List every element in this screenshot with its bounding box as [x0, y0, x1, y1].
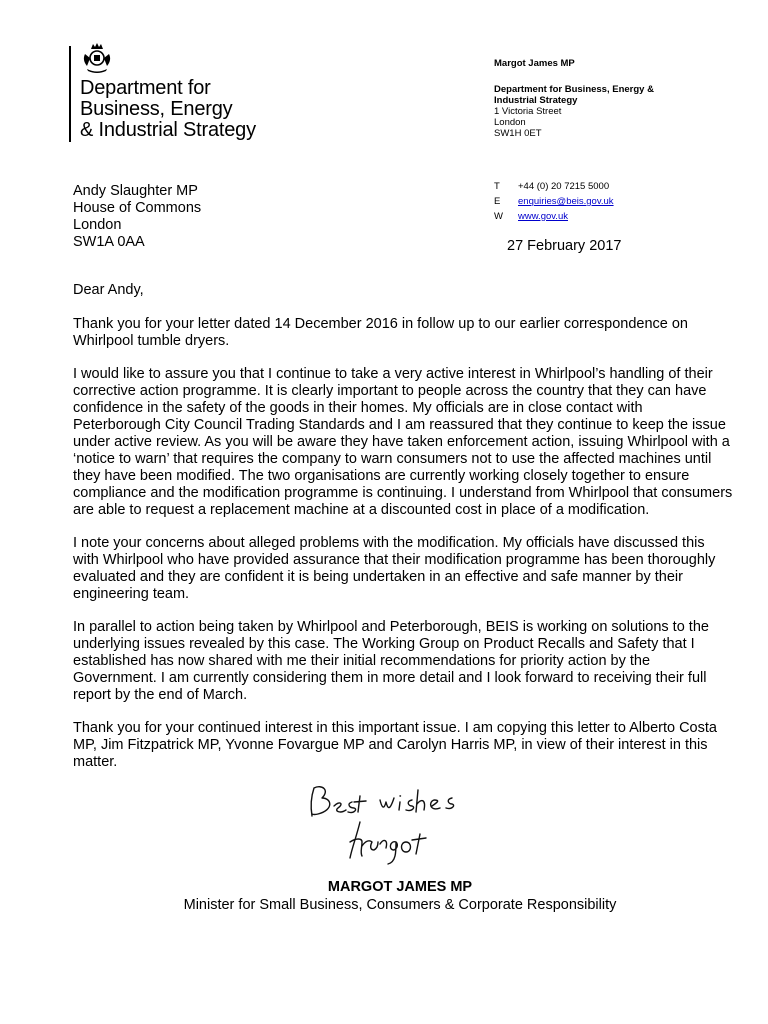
logo-divider: [69, 46, 71, 142]
recipient-line: Andy Slaughter MP: [73, 183, 198, 199]
letter-date: 27 February 2017: [507, 238, 622, 254]
department-line: Department for: [80, 77, 211, 99]
department-line: & Industrial Strategy: [80, 119, 256, 141]
letter-body: [73, 282, 733, 787]
contact-email-row: [494, 194, 614, 209]
department-line: Business, Energy: [80, 98, 233, 120]
recipient-line: House of Commons: [73, 200, 202, 216]
web-label: W: [494, 211, 503, 222]
recipient-address: [73, 183, 201, 251]
sender-org-line: Industrial Strategy: [494, 95, 578, 106]
signoff-name: MARGOT JAMES MP: [327, 879, 473, 895]
paragraph: In parallel to action being taken by Whirlpool and Peterborough, BEIS is working on solutions to the underlying issues revealed by this case. The Working Group on Product Recalls and Safety that I established has now shared with me their initial recommendations for priority action by the Government. I am currently considering them in more detail and I look forward to receiving their full report by the end of March.: [73, 619, 709, 703]
handwritten-signature: [300, 782, 500, 872]
paragraph: I would like to assure you that I continue to take a very active interest in Whirlpool’s handling of their corrective action programme. It is clearly important to people across the country that they can have confidence in the safety of the goods in their homes. My officials are in close contact with Peterborough City Council Trading Standards and I am reassured that they continue to keep the issue under active review. As you will be aware they have taken enforcement action, issuing Whirlpool with a ‘notice to warn’ that requires the company to warn consumers not to use the affected machines until they have been modified. The two organisations are currently working closely together to ensure compliance and the modification programme is continuing. I understand from Whirlpool that consumers are able to request a replacement machine at a discounted cost in place of a modification.: [73, 366, 733, 518]
sender-address: [494, 58, 654, 139]
contact-phone-row: [494, 179, 614, 194]
recipient-line: London: [73, 217, 122, 233]
contact-details: [494, 179, 614, 224]
signoff-block: [120, 878, 680, 914]
sender-org-line: Department for Business, Energy &: [494, 84, 654, 95]
paragraph: Thank you for your continued interest in this important issue. I am copying this letter to Alberto Costa MP, Jim Fitzpatrick MP, Yvonne Fovargue MP and Carolyn Harris MP, in view of their interest in this matter.: [73, 720, 717, 770]
recipient-line: SW1A 0AA: [73, 234, 145, 250]
paragraph: Thank you for your letter dated 14 December 2016 in follow up to our earlier correspondence on Whirlpool tumble dryers.: [73, 316, 688, 349]
department-logo-text: [80, 78, 256, 141]
website-link[interactable]: www.gov.uk: [518, 211, 568, 222]
sender-address-line: London: [494, 117, 526, 128]
contact-web-row: [494, 209, 614, 224]
phone-label: T: [494, 181, 500, 192]
signoff-title: Minister for Small Business, Consumers & Corporate Responsibility: [183, 897, 617, 913]
phone-number: +44 (0) 20 7215 5000: [518, 181, 610, 192]
email-link[interactable]: enquiries@beis.gov.uk: [518, 196, 614, 207]
email-label: E: [494, 196, 501, 207]
salutation: Dear Andy,: [73, 282, 144, 298]
sender-address-line: SW1H 0ET: [494, 128, 542, 139]
royal-crest-icon: [79, 40, 115, 76]
sender-name: Margot James MP: [494, 58, 575, 69]
sender-address-line: 1 Victoria Street: [494, 106, 562, 117]
paragraph: I note your concerns about alleged problems with the modification. My officials have discussed this with Whirlpool who have provided assurance that their modification programme has been thoroughly evaluated and they are confident it is being undertaken in an effective and safe manner by their engineering team.: [73, 535, 716, 602]
